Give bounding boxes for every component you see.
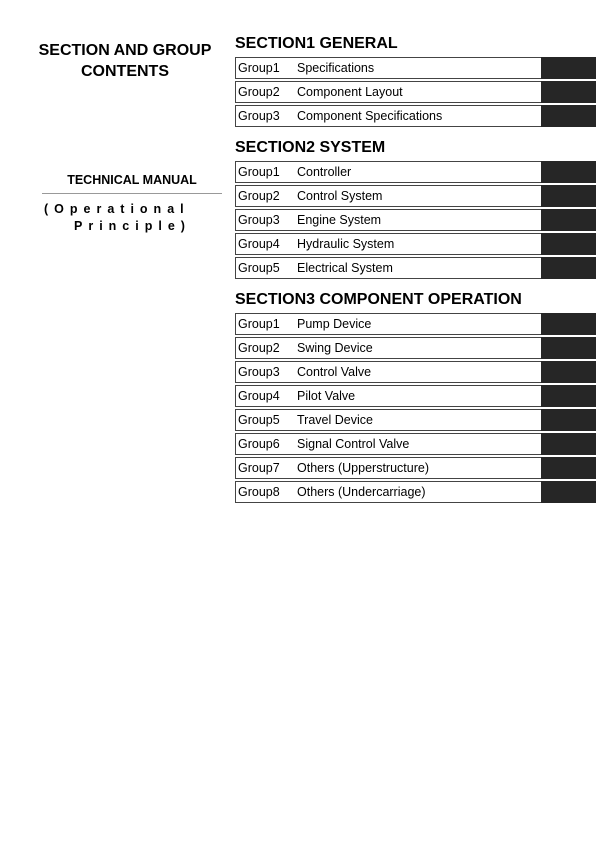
group-row[interactable] xyxy=(235,481,596,503)
group-row[interactable] xyxy=(235,209,596,231)
group-name: Others (Upperstructure) xyxy=(297,461,429,475)
group-row[interactable] xyxy=(235,185,596,207)
group-name: Engine System xyxy=(297,213,382,227)
section-tab xyxy=(541,81,596,103)
section-tab xyxy=(541,409,596,431)
group-number: Group5 xyxy=(238,413,280,427)
group-number: Group3 xyxy=(238,213,280,227)
section-1 xyxy=(235,33,596,127)
contents-heading xyxy=(30,40,220,82)
group-name: Component Layout xyxy=(297,85,403,99)
group-name: Others (Undercarriage) xyxy=(297,485,426,499)
group-name: Hydraulic System xyxy=(297,237,395,251)
group-name: Swing Device xyxy=(297,341,373,355)
group-number: Group3 xyxy=(238,365,280,379)
group-name: Component Specifications xyxy=(297,109,443,123)
section-tab xyxy=(541,481,596,503)
section-3 xyxy=(235,289,596,503)
group-number: Group4 xyxy=(238,237,280,251)
group-name: Control System xyxy=(297,189,383,203)
group-row[interactable] xyxy=(235,57,596,79)
section-tab xyxy=(541,185,596,207)
manual-subtitle xyxy=(44,201,224,235)
group-name: Signal Control Valve xyxy=(297,437,410,451)
section-tab xyxy=(541,57,596,79)
group-row[interactable] xyxy=(235,409,596,431)
group-number: Group6 xyxy=(238,437,280,451)
group-row[interactable] xyxy=(235,161,596,183)
section-tab xyxy=(541,257,596,279)
group-row[interactable] xyxy=(235,257,596,279)
group-row[interactable] xyxy=(235,361,596,383)
section-2 xyxy=(235,137,596,279)
group-name: Travel Device xyxy=(297,413,373,427)
group-number: Group4 xyxy=(238,389,280,403)
contents-list xyxy=(235,33,596,505)
group-row[interactable] xyxy=(235,105,596,127)
group-number: Group2 xyxy=(238,189,280,203)
section-tab xyxy=(541,433,596,455)
group-row[interactable] xyxy=(235,313,596,335)
group-number: Group3 xyxy=(238,109,280,123)
group-row[interactable] xyxy=(235,385,596,407)
manual-subtitle-line1: (Operational xyxy=(44,202,190,216)
section-tab xyxy=(541,209,596,231)
group-name: Specifications xyxy=(297,61,375,75)
group-name: Pump Device xyxy=(297,317,372,331)
section-tab xyxy=(541,361,596,383)
group-number: Group2 xyxy=(238,341,280,355)
group-row[interactable] xyxy=(235,337,596,359)
group-number: Group5 xyxy=(238,261,280,275)
section-title: SECTION2 SYSTEM xyxy=(235,139,386,156)
group-row[interactable] xyxy=(235,233,596,255)
group-number: Group1 xyxy=(238,61,280,75)
group-row[interactable] xyxy=(235,81,596,103)
group-name: Electrical System xyxy=(297,261,393,275)
page-title-line1: SECTION AND GROUP xyxy=(38,42,212,59)
group-number: Group7 xyxy=(238,461,280,475)
section-tab xyxy=(541,385,596,407)
section-tab xyxy=(541,313,596,335)
manual-subtitle-line2: Principle) xyxy=(74,219,191,233)
section-title: SECTION1 GENERAL xyxy=(235,35,398,52)
group-number: Group2 xyxy=(238,85,280,99)
section-tab xyxy=(541,337,596,359)
group-name: Control Valve xyxy=(297,365,372,379)
section-title: SECTION3 COMPONENT OPERATION xyxy=(235,291,522,308)
section-tab xyxy=(541,105,596,127)
technical-manual-label: TECHNICAL MANUAL xyxy=(42,173,222,194)
group-number: Group1 xyxy=(238,165,280,179)
section-tab xyxy=(541,233,596,255)
group-row[interactable] xyxy=(235,457,596,479)
group-number: Group1 xyxy=(238,317,280,331)
section-tab xyxy=(541,161,596,183)
group-number: Group8 xyxy=(238,485,280,499)
section-tab xyxy=(541,457,596,479)
page-title-line2: CONTENTS xyxy=(81,63,169,80)
group-name: Controller xyxy=(297,165,352,179)
group-name: Pilot Valve xyxy=(297,389,356,403)
group-row[interactable] xyxy=(235,433,596,455)
